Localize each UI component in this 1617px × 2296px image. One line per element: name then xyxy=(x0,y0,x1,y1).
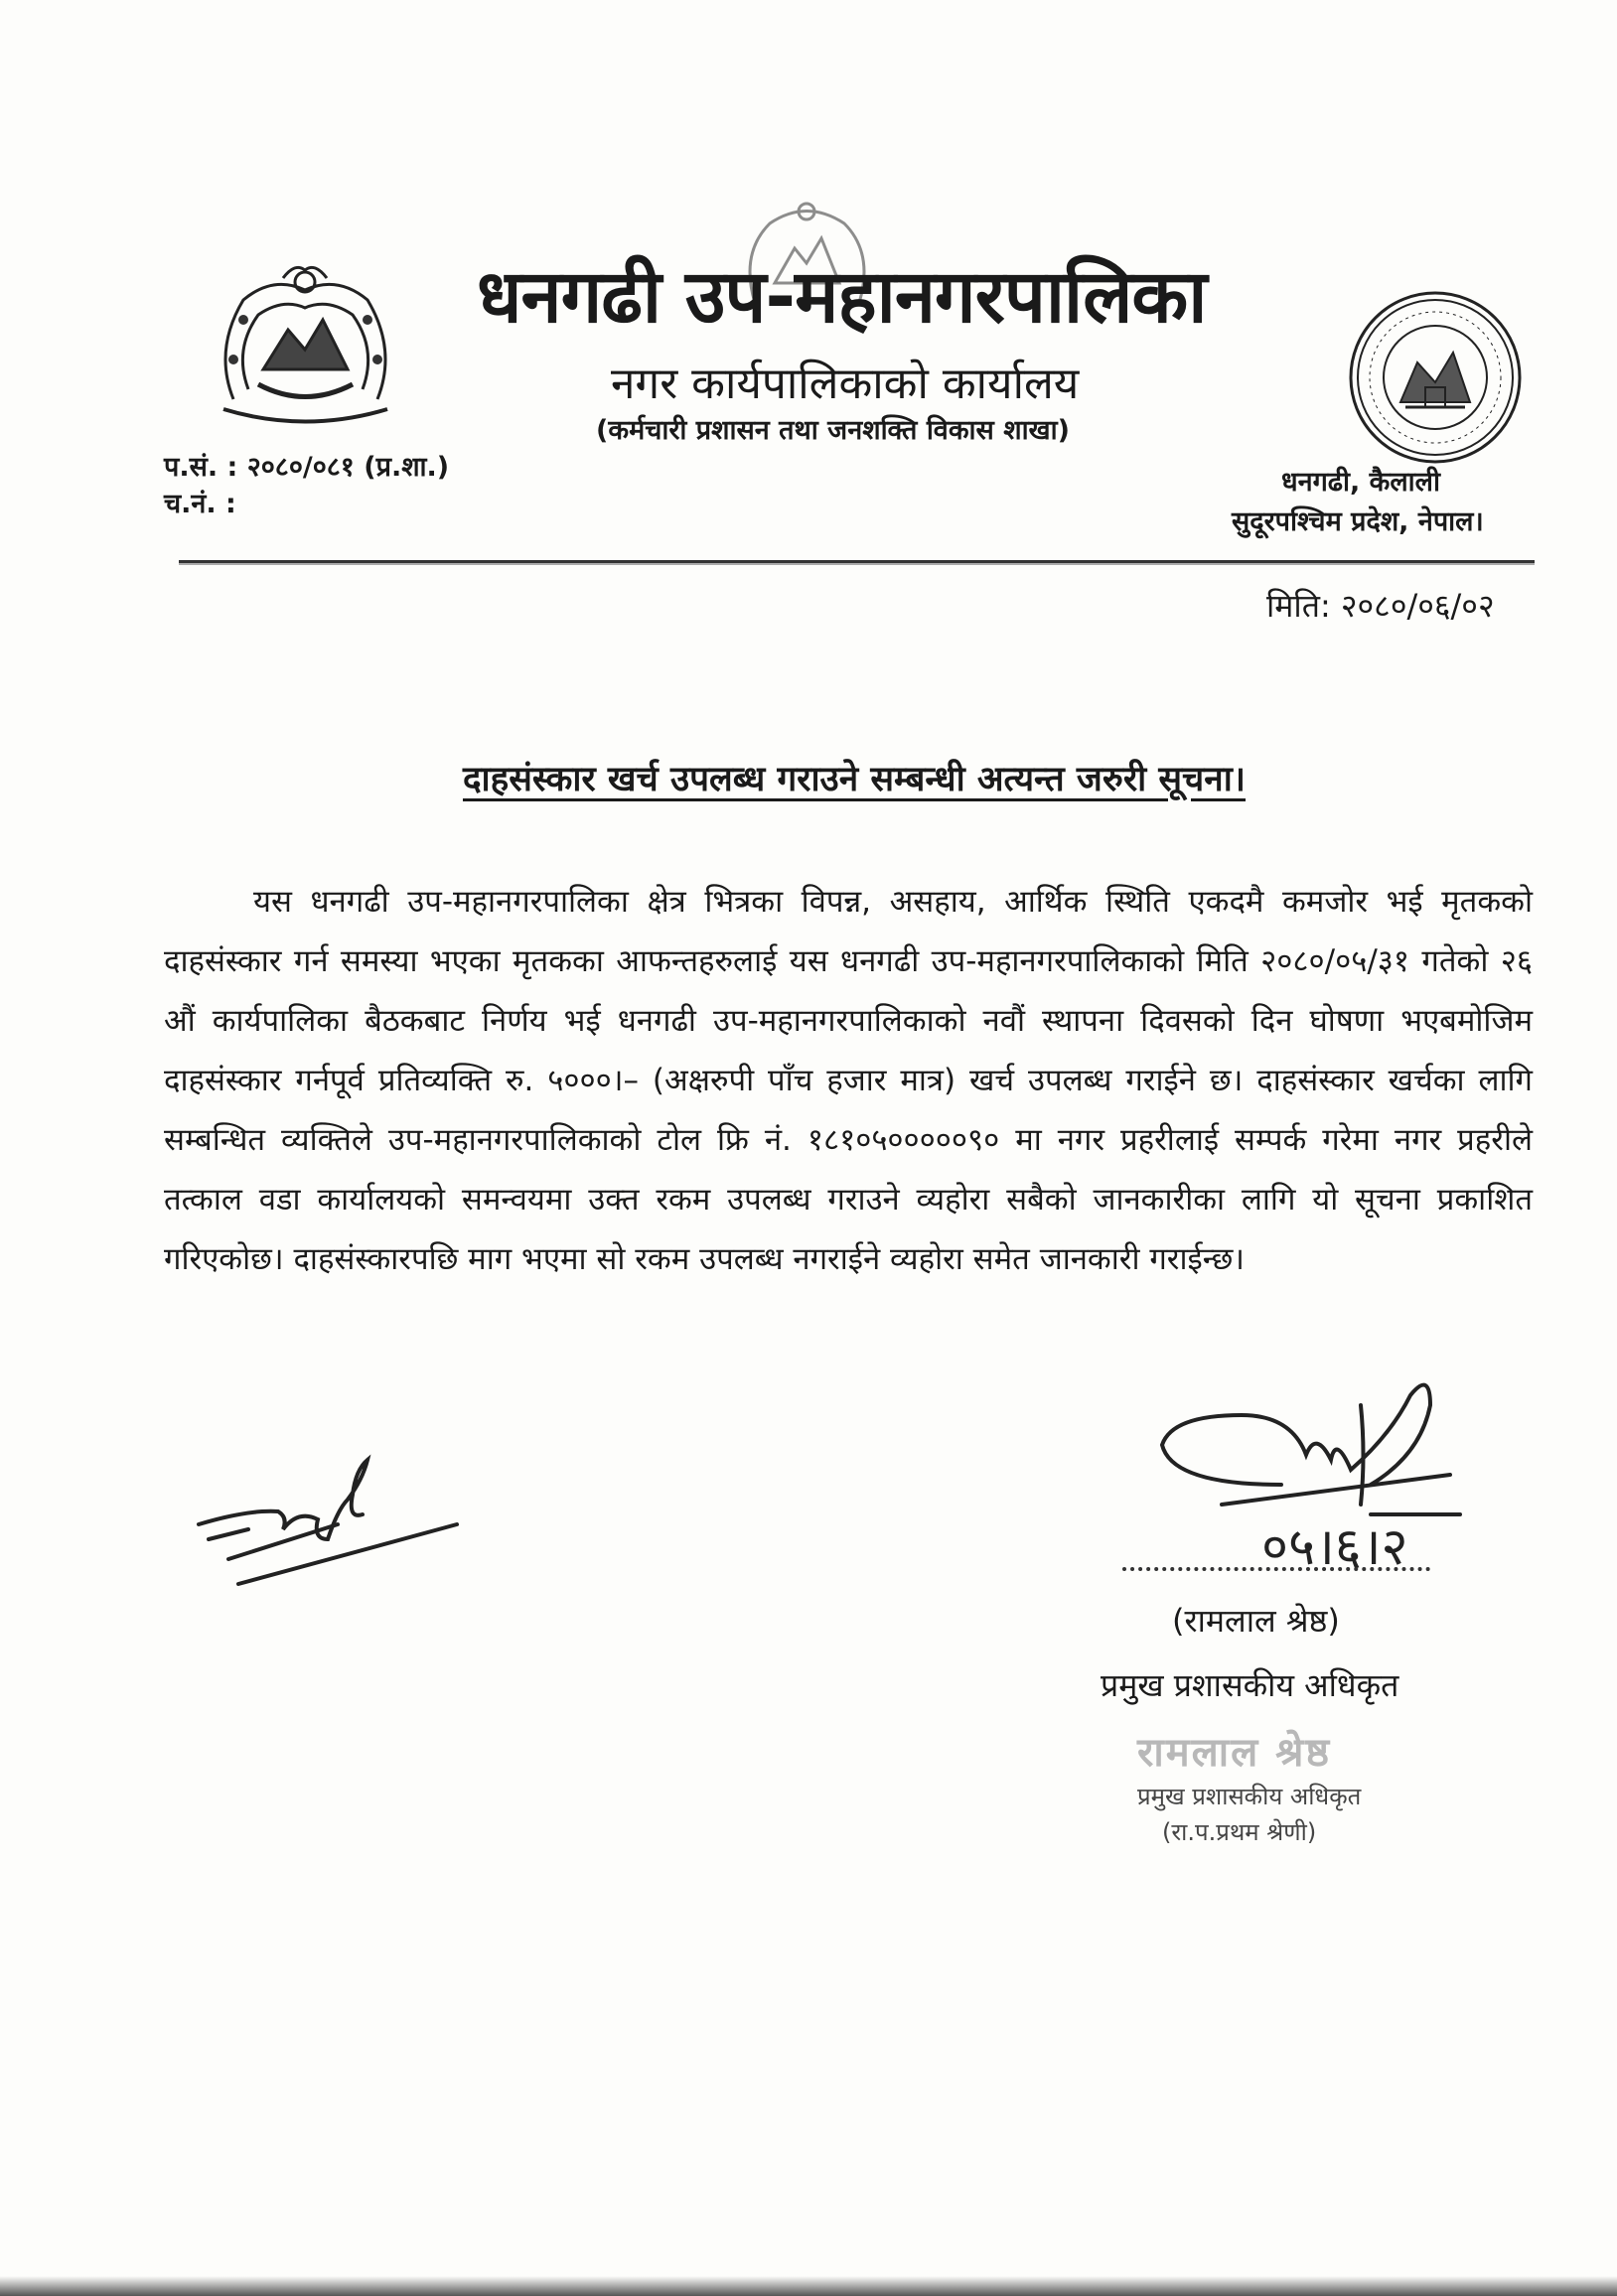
document-date: मिति: २०८०/०६/०२ xyxy=(1266,587,1495,625)
org-name: धनगढी उप-महानगरपालिका xyxy=(477,254,1207,340)
left-signature-icon xyxy=(189,1440,467,1599)
notice-subject: दाहसंस्कार खर्च उपलब्ध गराउने सम्बन्धी अत्यन्त जरुरी सूचना। xyxy=(462,760,1247,799)
stamp-grade: (रा.प.प्रथम श्रेणी) xyxy=(1162,1818,1317,1846)
page-bottom-edge xyxy=(0,2276,1617,2296)
address-province: सुदूरपश्चिम प्रदेश, नेपाल। xyxy=(1232,506,1484,537)
nepal-emblem-icon xyxy=(204,260,407,434)
address-city: धनगढी, कैलाली xyxy=(1281,467,1440,498)
signatory-title: प्रमुख प्रशासकीय अधिकृत xyxy=(1101,1666,1399,1704)
notice-body: यस धनगढी उप-महानगरपालिका क्षेत्र भित्रका विपन्न, असहाय, आर्थिक स्थिति एकदमै कमजोर भई मृतकको दाहसंस्कार गर्न समस्या भएका मृतकका आफन्तहरुलाई यस धनगढी उप-महानगरपालिकाको मिति २०८०/०५/३१ गतेको २६ औं कार्यपालिका बैठकबाट निर्णय भई धनगढी उप-महानगरपालिकाको नवौं स्थापना दिवसको दिन घोषणा भएबमोजिम दाहसंस्कार गर्नपूर्व प्रतिव्यक्ति रु. ५०००।– (अक्षरुपी पाँच हजार मात्र) खर्च उपलब्ध गराईने छ। दाहसंस्कार खर्चका लागि सम्बन्धित व्यक्तिले उप-महानगरपालिकाको टोल फ्रि नं. १८१०५०००००९० मा नगर प्रहरीलाई सम्पर्क गरेमा नगर प्रहरीले तत्काल वडा कार्यालयको समन्वयमा उक्त रकम उपलब्ध गराउने व्यहोरा सबैको जानकारीका लागि यो सूचना प्रकाशित गरिएकोछ। दाहसंस्कारपछि माग भएमा सो रकम उपलब्ध नगराईने व्यहोरा समेत जानकारी गराईन्छ। xyxy=(164,884,1533,1277)
office-name: नगर कार्यपालिकाको कार्यालय xyxy=(611,359,1080,409)
signature-line xyxy=(1122,1567,1430,1571)
signatory-name: (रामलाल श्रेष्ठ) xyxy=(1172,1602,1340,1640)
municipal-seal-icon xyxy=(1346,288,1525,467)
branch-name: (कर्मचारी प्रशासन तथा जनशक्ति विकास शाखा) xyxy=(596,415,1070,446)
signature-date: ०५।६।२ xyxy=(1261,1517,1408,1574)
dispatch-number: च.नं. : xyxy=(164,489,236,519)
right-signature-icon xyxy=(1132,1375,1470,1574)
stamp-title: प्रमुख प्रशासकीय अधिकृत xyxy=(1137,1783,1362,1810)
stamp-name: रामलाल श्रेष्ठ xyxy=(1137,1730,1332,1776)
reference-number: प.सं. : २०८०/०८१ (प्र.शा.) xyxy=(164,452,450,483)
header-divider xyxy=(179,560,1535,563)
